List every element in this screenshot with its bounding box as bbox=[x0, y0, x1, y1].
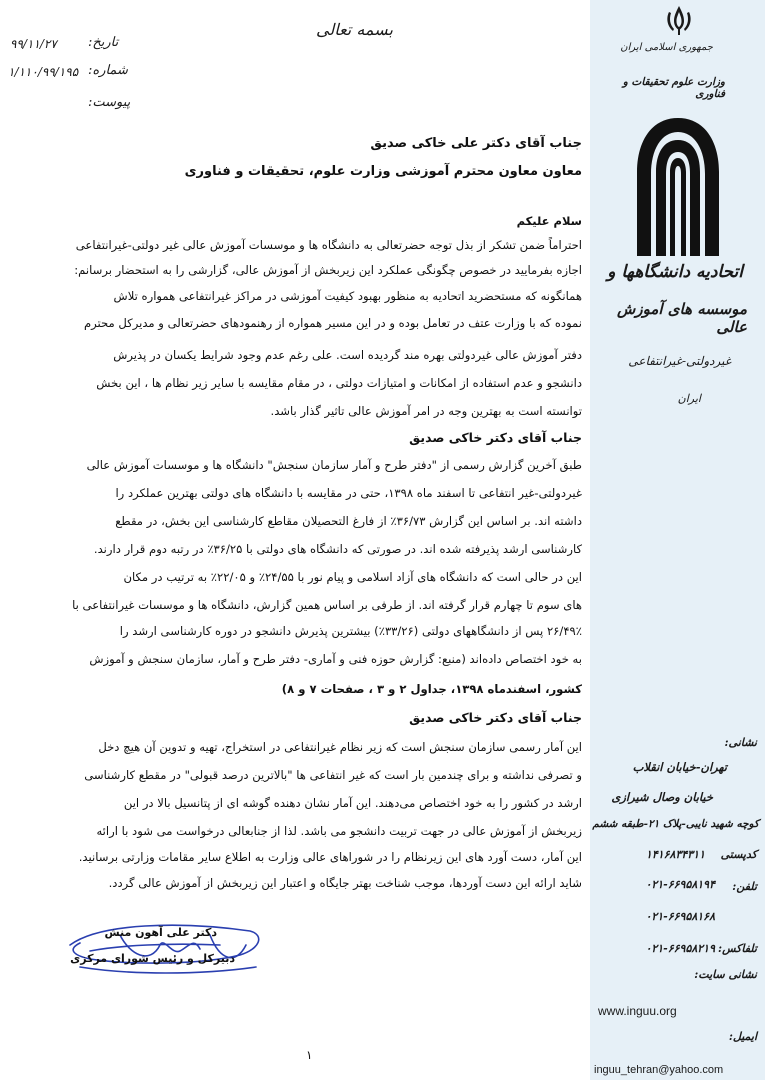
email-link[interactable]: inguu_tehran@yahoo.com bbox=[594, 1064, 724, 1076]
website-label: نشانی سایت: bbox=[694, 968, 757, 981]
signer-title: دبیرکل و رئیس شورای مرکزی bbox=[70, 952, 235, 965]
paragraph-line: ارشد در کشور را به خود اختصاص می‌دهند. این آمار نشان دهنده گوشه ای از پتانسیل بالا در این bbox=[123, 796, 582, 810]
iran-emblem-icon bbox=[662, 4, 696, 36]
paragraph-line: طبق آخرین گزارش رسمی از "دفتر طرح و آمار سازمان سنجش" دانشگاه ها و موسسات آموزش عالی bbox=[86, 458, 582, 472]
page-number: ۱ bbox=[306, 1048, 313, 1062]
country-name: جمهوری اسلامی ایران bbox=[620, 42, 713, 53]
paragraph-line: های سوم تا چهارم قرار گرفته اند. از طرفی بر اساس همین گزارش، دانشگاه ها و موسسات غیرانتفاعی با bbox=[72, 598, 582, 612]
paragraph-line: این در حالی است که دانشگاه های آزاد اسلامی و پیام نور با ۲۴/۵۵٪ و ۲۲/۰۵٪ به ترتیب در مکان bbox=[123, 570, 582, 584]
section-heading-2: جناب آقای دکتر خاکی صدیق bbox=[409, 430, 582, 445]
greeting: سلام علیکم bbox=[516, 214, 582, 228]
union-name-line1: اتحادیه دانشگاهها و bbox=[607, 262, 743, 282]
paragraph-line: دفتر آموزش عالی غیردولتی بهره مند گردیده است. علی رغم عدم وجود شرایط یکسان در پذیرش bbox=[113, 348, 582, 362]
date-value: ۹۹/۱۱/۲۷ bbox=[10, 37, 57, 51]
paragraph-line: کشور، اسفندماه ۱۳۹۸، جداول ۲ و ۳ ، صفحات ۷ و ۸) bbox=[281, 682, 582, 696]
paragraph-line: و تصرفی نداشته و برای چندمین بار است که غیر انتفاعی ها "بالاترین درصد قبولی" در مقطع کارشناسی bbox=[84, 768, 582, 782]
number-label: شماره: bbox=[88, 63, 128, 78]
phone-label: تلفن: bbox=[732, 880, 757, 893]
postal-label: کدپستی bbox=[720, 848, 757, 861]
email-label: ایمیل: bbox=[728, 1030, 757, 1043]
ministry-name: وزارت علوم تحقیقات و فناوری bbox=[622, 76, 725, 100]
recipient-name: جناب آقای دکتر علی خاکی صدیق bbox=[370, 136, 582, 151]
invocation: بسمه تعالی bbox=[316, 20, 393, 39]
paragraph-line: ۲۶/۴۹٪ پس از دانشگاههای دولتی (۳۳/۲۶٪) بیشترین پذیرش دانشجو در دوره کارشناسی ارشد را bbox=[119, 624, 582, 638]
address-line1: تهران-خیابان انقلاب bbox=[632, 760, 727, 774]
paragraph-line: به خود اختصاص داده‌اند (منبع: گزارش حوزه فنی و آماری- دفتر طرح و آمار، سازمان سنجش و آموزش bbox=[89, 652, 582, 666]
paragraph-line: داشته اند. بر اساس این گزارش ۳۶/۷۳٪ از فارغ التحصیلان مقاطع کارشناسی این بخش، در مقطع bbox=[115, 514, 582, 528]
address-line3: کوچه شهید نایبی-پلاک ۲۱-طبقه ششم bbox=[592, 818, 759, 830]
paragraph-line: شاید ارائه این دست آوردها، موجب شناخت بهتر جایگاه و اعتبار این زیربخش از آموزش عالی گردد. bbox=[108, 876, 582, 890]
paragraph-line: دانشجو و عدم استفاده از امکانات و امتیازات دولتی ، در مقام مقایسه با سایر زیر نظام ها ، این بخش bbox=[96, 376, 582, 390]
phone-number-2: ۰۲۱-۶۶۹۵۸۱۶۸ bbox=[645, 910, 715, 923]
paragraph-line: نموده که با وزارت عتف در تعامل بوده و در این مسیر همواره از رهنمودهای حضرتعالی و مدیرکل محترم bbox=[83, 316, 582, 330]
number-value: ۱/۱۱۰/۹۹/۱۹۵ bbox=[8, 65, 79, 79]
paragraph-line: اجازه بفرمایید در خصوص چگونگی عملکرد این زیربخش از آموزش عالی، گزارشی را به استحضار برسانم: bbox=[74, 263, 582, 277]
section-heading-3: جناب آقای دکتر خاکی صدیق bbox=[409, 710, 582, 725]
union-name-line3: غیردولتی-غیرانتفاعی bbox=[628, 354, 731, 368]
letterhead-sidebar bbox=[590, 0, 765, 1080]
attachment-label: پیوست: bbox=[88, 95, 131, 110]
paragraph-line: این آمار رسمی سازمان سنجش است که زیر نظام غیرانتفاعی در استخراج، تهیه و تدوین آن هیچ دخل bbox=[98, 740, 582, 754]
fax-label: تلفاکس: bbox=[718, 942, 757, 955]
paragraph-line: غیردولتی-غیر انتفاعی تا اسفند ماه ۱۳۹۸، حتی در مقایسه با دانشگاه های دولتی بهترین عملکرد را bbox=[115, 486, 582, 500]
paragraph-line: همانگونه که مستحضرید اتحادیه به منظور بهبود کیفیت آموزشی در مراکز غیرانتفاعی همواره تلاش bbox=[113, 289, 582, 303]
postal-code: ۱۴۱۶۸۳۴۳۱۱ bbox=[645, 848, 705, 861]
address-line2: خیابان وصال شیرازی bbox=[611, 790, 713, 804]
paragraph-line: زیربخش از آموزش عالی در جهت تربیت دانشجو می باشد. لذا از جنابعالی درخواست می شود با ارائه bbox=[96, 824, 582, 838]
paragraph-line: احتراماً ضمن تشکر از بذل توجه حضرتعالی به دانشگاه ها و موسسات آموزش عالی غیر دولتی-غیرانتفاعی bbox=[75, 238, 582, 252]
union-logo-icon bbox=[633, 112, 723, 258]
date-label: تاریخ: bbox=[88, 35, 119, 50]
union-name-line2: موسسه های آموزش عالی bbox=[617, 300, 747, 336]
paragraph-line: کارشناسی ارشد پذیرفته شده اند. در صورتی که دانشگاه های دولتی با ۳۶/۲۵٪ در رتبه دوم قرار دارند. bbox=[93, 542, 582, 556]
signer-name: دکتر علی آهون منش bbox=[104, 926, 217, 939]
recipient-title: معاون معاون محترم آموزشی وزارت علوم، تحقیقات و فناوری bbox=[184, 164, 582, 179]
address-label: نشانی: bbox=[724, 736, 757, 749]
paragraph-line: توانسته است به بهترین وجه در امر آموزش عالی تاثیر گذار باشد. bbox=[270, 404, 582, 418]
website-link[interactable]: www.inguu.org bbox=[598, 1004, 677, 1018]
fax-number: ۰۲۱-۶۶۹۵۸۲۱۹ bbox=[645, 942, 715, 955]
paragraph-line: این آمار، دست آورد های این زیرنظام را در شوراهای عالی وزارت به اطلاع سایر مقامات وزارتی برسانید. bbox=[78, 850, 582, 864]
phone-number-1: ۰۲۱-۶۶۹۵۸۱۹۴ bbox=[645, 878, 715, 891]
union-name-line4: ایران bbox=[677, 392, 701, 405]
